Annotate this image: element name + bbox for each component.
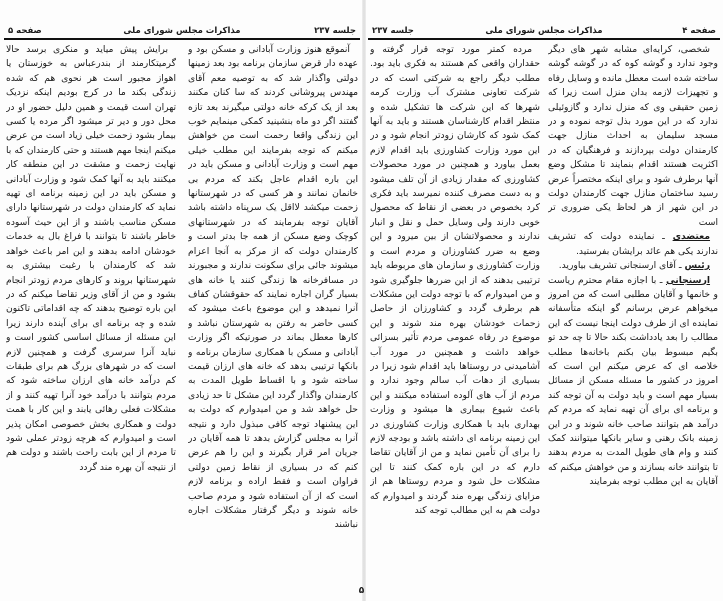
session-number: جلسه ۲۳۷ (314, 26, 356, 36)
paragraph (548, 274, 718, 490)
paragraph (548, 259, 718, 273)
page-header (4, 26, 360, 40)
publication-title: مذاکرات مجلس شورای ملی (123, 26, 241, 36)
speaker-name: رئیس (684, 260, 710, 272)
paragraph-text: مرده کمتر مورد توجه قرار گرفته و حقداران واقعی کم هستند به فکری باید بود. مطلب دیگر راجع به شرکتی است که در شرکت تعاونی مشترک آب وزارت کرمه شهرها که این شرکت ها تشکیل شده و منتظر اقدام کارشناسان هستند و باید به آنها کمک شود که کارشان زودتر انجام شود و در این مورد وزارت کشاورزی باید اقدام لازم بعمل بیاورد و همچنین در مورد محصولات کشاورزی که مقدار زیادی از آن تلف میشود و به دست مصرف کننده نمیرسد باید فکری کرد بخصوص در بعضی از نقاط که محصول خوبی دارند ولی وسایل حمل و نقل و انبار ندارند و محصولاتشان از بین میرود و این وضع به ضرر کشاورزان و مردم است و وزارت کشاورزی و سازمان های مربوطه باید ترتیبی بدهند که از این ضررها جلوگیری شود و من امیدوارم که با توجه دولت این مشکلات هم برطرف گردد و کشاورزان از حاصل زحمات خودشان بهره مند شوند و این موضوع در رفاه عمومی مردم تأثیر بسزائی خواهد داشت و همچنین در مورد آب آشامیدنی در روستاها باید اقدام شود زیرا در بسیاری از دهات آب سالم وجود ندارد و مردم از آب های آلوده استفاده میکنند و این باعث شیوع بیماری ها میشود و وزارت بهداری باید با همکاری وزارت کشاورزی در این زمینه برنامه ای داشته باشد و بودجه لازم را برای آن تأمین نماید و من از آقایان تقاضا دارم که در این باره کمک کنند تا این مشکلات حل شود و مردم روستاها هم از مزایای زندگی بهره مند گردند و امیدوارم که دولت هم به این مطالب توجه کند (370, 44, 540, 516)
left-page (4, 0, 360, 601)
paragraph (370, 43, 540, 518)
speaker-name: ارسنجانی (665, 274, 711, 286)
paragraph-text: ـ نماینده دولت که تشریف ندارند یکی هم عائد برایشان بفرستید. (548, 231, 718, 257)
right-page (368, 0, 720, 601)
paragraph-text: شخصی، کرایه‌ای مشابه شهر های دیگر وجود ندارد و گوشه کوه که در گوشه گوشه ساخته شده است معطل مانده و وسایل رفاه و تجهیزات لازمه بدان منزل است زیرا که زمین حقیقی وی که منزل ندارد و گازوئیلی ندارد که در این مورد بذل توجه نموده و در مسجد سلیمان به احداث منازل جهت کارمندان دولت بپردازند و فرهنگیان که در اکثریت هستند اقدام بنمایند تا مشکل وضع آنها برطرف شود و برای اینکه مختصراً عرض رسید ساختمان منازل جهت کارمندان دولت در این شهر از هر لحاظ یکی ضروری تر است (548, 44, 718, 228)
text-column-left (370, 43, 540, 591)
paragraph-text: آنموقع هنوز وزارت آبادانی و مسکن بود و عهده دار قرض سازمان برنامه بود بعد زمینها دولتی واگذار شد که به توصیه معم آقای مهندس پیروشانی کردند که سا کنان مکنند بعد از یک کرکه خانه دولتی میگیرند بعد تازه گفتند اگر دو ماه بنشینید کمکی مینمایم خوب این زندگی واقعا رحمت است من خواهش میکنم که توجه بفرمایند این مطلب خیلی مهم است و وزارت آبادانی و مسکن باید در این باره اقدام عاجل بکند که مردم بی خانمان نمانند و هر کسی که در شهرستانها زحمت میکشد لااقل یک سرپناه داشته باشد آقایان توجه بفرمایند که در شهرستانهای کوچک وضع مسکن از همه جا بدتر است و کارمندان دولت که از مرکز به آنجا اعزام میشوند جائی برای سکونت ندارند و مجبورند در مسافرخانه ها زندگی کنند یا خانه های بسیار گران اجاره نمایند که حقوقشان کفاف آنرا نمیدهد و این موضوع باعث میشود که کسی حاضر به رفتن به شهرستان نباشد و کارها معطل بماند در صورتیکه اگر وزارت آبادانی و مسکن با همکاری سازمان برنامه و بانکها ترتیبی بدهد که خانه های ارزان قیمت ساخته شود و با اقساط طویل المدت به کارمندان واگذار گردد این مشکل تا حد زیادی حل خواهد شد و من امیدوارم که دولت به این پیشنهاد توجه کافی مبذول دارد و نتیجه آنرا به مجلس گزارش بدهد تا همه آقایان در جریان امر قرار بگیرند و این را هم عرض کنم که در بسیاری از نقاط زمین دولتی فراوان است و فقط اراده و برنامه لازم است که از آن استفاده شود و مردم صاحب خانه شوند و دیگر گرفتار مشکلات اجاره نباشند (188, 44, 358, 531)
paragraph (548, 43, 718, 230)
speaker-name: معتضدی (672, 231, 711, 243)
publication-title: مذاکرات مجلس شورای ملی (485, 26, 603, 36)
session-number: جلسه ۲۳۷ (372, 26, 414, 36)
book-gutter (362, 0, 366, 601)
page-number: صفحه ۵ (8, 26, 42, 36)
paragraph-text: ـ آقای ارسنجانی تشریف بیاورید. (558, 260, 682, 272)
page-header (368, 26, 720, 40)
paragraph (548, 230, 718, 259)
paragraph (6, 43, 176, 475)
text-column-right (548, 43, 718, 591)
text-column-left (6, 43, 176, 591)
text-column-right (188, 43, 358, 591)
footer-page-number: ۵ (358, 586, 365, 596)
paragraph (188, 43, 358, 533)
paragraph-text: برایش پیش میاید و منکری برسد حالا گرمیتکارمند از بندرعباس به خوزستان یا اهواز مجبور است هر نحوی هم که شده زندگی بکند ما در کرج بودیم اینکه نزدیک تهران است قیمت و همین دلیل حضور او در محل دور و دیر تر میشود اگر مرده یا کسی بیمار بشود زحمت خیلی زیاد است من عرض میکنم اینجا مهم هستند و حتی کارمندان که با نهایت زحمت و مشقت در این منطقه کار میکنند باید به آنها کمک شود و وزارت آبادانی و مسکن باید در این زمینه برنامه ای تهیه نماید که کارمندان دولت در شهرستانها دارای مسکن مناسب باشند و از این حیث آسوده خاطر باشند تا بتوانند با فراغ بال به خدمات خودشان ادامه بدهند و این امر باعث خواهد شد که کارمندان با رغبت بیشتری به شهرستانها بروند و کارهای مردم زودتر انجام بشود و من از آقای وزیر تقاضا میکنم که در این باره توضیح بدهند که چه اقداماتی تاکنون شده و چه برنامه ای برای آینده دارند زیرا این مسئله از مسائل اساسی کشور است و نباید آنرا سرسری گرفت و همچنین لازم است که در شهرهای بزرگ هم برای طبقات کم درآمد خانه های ارزان ساخته شود که مردم بتوانند با درآمد خود آنرا تهیه کنند و از مشکلات فعلی رهائی یابند و این کار با همت دولت و همکاری بخش خصوصی امکان پذیر است و امیدوارم که هرچه زودتر عملی شود تا مردم از این بابت راحت باشند و دولت هم از نتیجه آن بهره مند گردد (6, 44, 176, 473)
paragraph-text: ـ با اجازه مقام محترم ریاست و خانمها و آقایان مطلبی است که من امروز میخواهم عرض برسانم گو اینکه متأسفانه نماینده ای از طرف دولت اینجا نیست که این مطالب را بعد یادداشت بکند حالا تا چه حد تو بگیم مبسوط بیان بکنم باخانه‌ها مطلب خلاصه ای که عرض میکنم این است که امروز در کشور ما مسئله مسکن از مسائل بسیار مهم است و باید دولت به آن توجه کند و برنامه ای برای آن تهیه نماید که مردم کم درآمد هم بتوانند صاحب خانه شوند و در این زمینه بانک رهنی و سایر بانکها میتوانند کمک کنند و وام های طویل المدت به مردم بدهند تا بتوانند خانه بسازند و من خواهش میکنم که آقایان به این مطلب توجه بفرمایند (548, 274, 718, 488)
page-number: صفحه ۴ (682, 26, 716, 36)
